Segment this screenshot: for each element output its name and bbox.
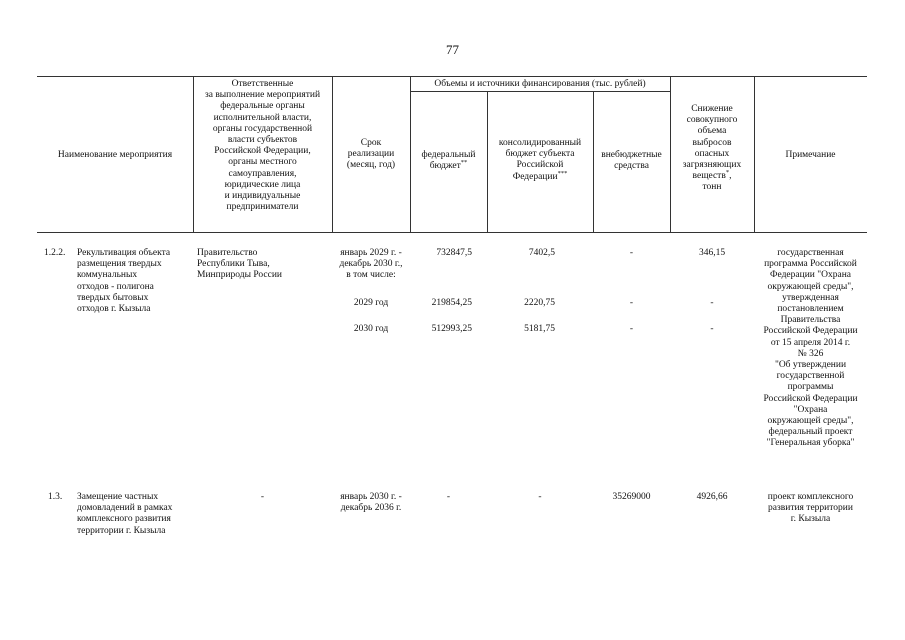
row-1-extra-2029: -	[629, 298, 634, 308]
row-1-consolidated-2029: 2220,75	[524, 298, 555, 308]
row-2-consolidated: -	[538, 492, 542, 502]
header-extrabudget: внебюджетные средства	[601, 150, 662, 172]
header-reduction: Снижение совокупного объема выбросов опасных загрязняющих веществ*, тонн	[682, 104, 742, 193]
row-2-note: проект комплексного развития территории г. Кызыла	[767, 492, 854, 525]
row-1-reduction-2029: -	[710, 298, 714, 308]
row-2-name: Замещение частных домовладений в рамках комплексного развития территории г. Кызыла	[77, 492, 173, 536]
row-2-reduction: 4926,66	[696, 492, 728, 502]
row-2-number: 1.3.	[48, 492, 63, 502]
row-1-term-total: январь 2029 г. - декабрь 2030 г., в том числе:	[339, 248, 403, 281]
header-federal: федеральный бюджет**	[421, 150, 476, 172]
row-1-consolidated-2030: 5181,75	[524, 324, 555, 334]
header-name: Наименование мероприятия	[57, 150, 173, 160]
header-term: Срок реализации (месяц, год)	[346, 138, 396, 171]
row-1-reduction-2030: -	[710, 324, 714, 334]
page-number: 77	[446, 42, 459, 57]
row-1-reduction-total: 346,15	[698, 248, 726, 258]
header-bottom-border	[37, 232, 867, 233]
row-2-federal: -	[446, 492, 451, 502]
header-note: Примечание	[785, 150, 836, 160]
row-1-term-2029: 2029 год	[353, 298, 389, 308]
row-2-responsible: -	[260, 492, 265, 502]
header-funding-group: Объемы и источники финансирования (тыс. рублей)	[434, 79, 646, 89]
row-1-extra-2030: -	[629, 324, 634, 334]
row-1-number: 1.2.2.	[44, 248, 66, 258]
row-1-federal-total: 732847,5	[436, 248, 472, 258]
row-1-federal-2029: 219854,25	[431, 298, 472, 308]
row-2-extra: 35269000	[612, 492, 651, 502]
header-consolidated: консолидированный бюджет субъекта Российской Федерации***	[498, 138, 582, 182]
funding-group-underline	[410, 91, 670, 92]
row-1-responsible: Правительство Республики Тыва, Минприроды России	[197, 248, 282, 281]
row-1-extra-total: -	[629, 248, 634, 258]
row-1-name: Рекультивация объекта размещения твердых коммунальных отходов - полигона твердых бытовых отходов г. Кызыла	[77, 248, 171, 315]
row-2-term: январь 2030 г. - декабрь 2036 г.	[340, 492, 402, 514]
row-1-consolidated-total: 7402,5	[528, 248, 555, 258]
table-top-border	[37, 76, 867, 77]
row-1-note: государственная программа Российской Федерации "Охрана окружающей среды", утвержденная постановлением Правительства Российской Федерации от 15 апреля 2014 г. № 326 "Об утверждении государственной программы Российской Федерации "Охрана окружающей среды", федеральный проект "Генеральная уборка"	[763, 248, 858, 449]
row-1-term-2030: 2030 год	[353, 324, 389, 334]
row-1-federal-2030: 512993,25	[431, 324, 472, 334]
header-responsible: Ответственные за выполнение мероприятий федеральные органы исполнительной власти, органы государственной власти субъектов Российской Федерации, органы местного самоуправления, юридические лица и индивидуальные предприниматели	[204, 79, 321, 213]
